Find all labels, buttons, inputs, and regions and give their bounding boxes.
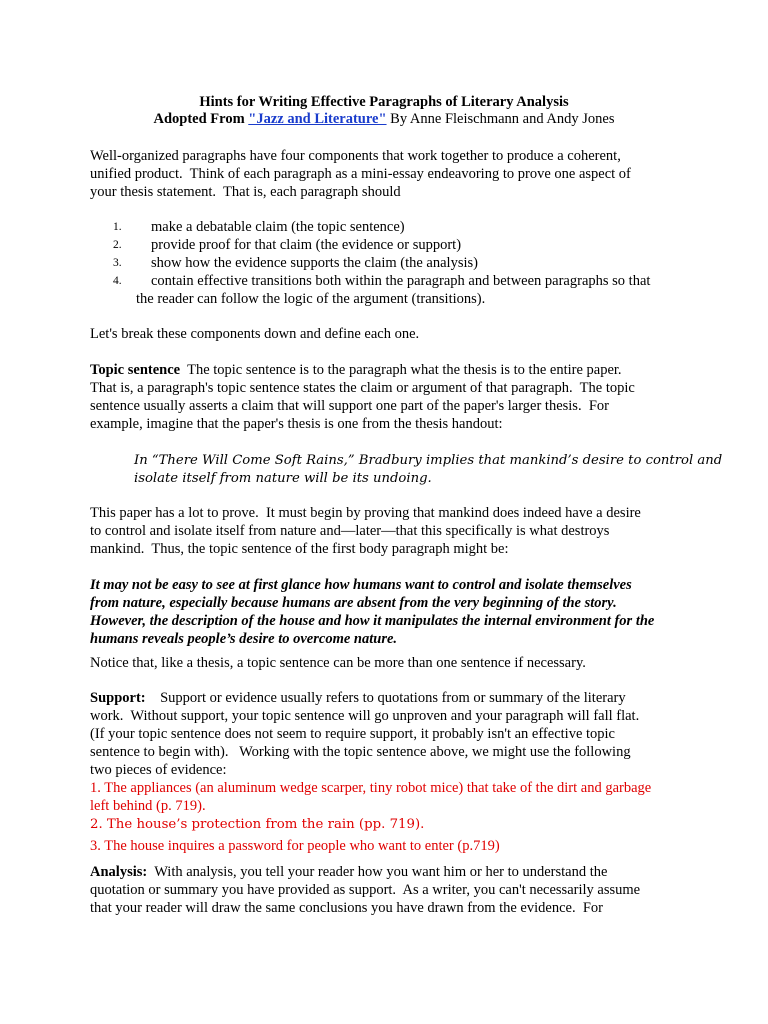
list-item-number: 1.	[113, 221, 122, 233]
jazz-literature-link[interactable]: "Jazz and Literature"	[248, 111, 387, 127]
support-line-2: work. Without support, your topic sentence will go unproven and your paragraph will fall flat.	[90, 708, 640, 724]
analysis-line-1	[90, 864, 690, 882]
list-item-number: 4.	[113, 275, 122, 287]
prove-line-1: This paper has a lot to prove. It must begin by proving that mankind does indeed have a desire	[90, 505, 641, 521]
support-line-5: two pieces of evidence:	[90, 762, 227, 778]
example-topic-line-2: from nature, especially because humans are absent from the very beginning of the story.	[90, 595, 617, 611]
evidence-item: 1. The appliances (an aluminum wedge scarper, tiny robot mice) that take of the dirt and garbage	[90, 780, 652, 796]
list-item-number: 2.	[113, 239, 122, 251]
list-item-text: show how the evidence supports the claim (the analysis)	[151, 255, 478, 271]
topic-heading: Topic sentence	[90, 362, 181, 378]
support-line-3: (If your topic sentence does not seem to require support, it probably isn't an effective topic	[90, 726, 615, 742]
evidence-item-continuation: left behind (p. 719).	[90, 798, 206, 814]
list-item-continuation: the reader can follow the logic of the argument (transitions).	[136, 291, 486, 307]
thesis-quote-line-2: isolate itself from nature will be its undoing.	[134, 471, 432, 486]
adopted-prefix: Adopted From	[153, 111, 249, 127]
analysis-line-3: that your reader will draw the same conclusions you have drawn from the evidence. For	[90, 900, 603, 916]
document-attribution	[0, 111, 768, 128]
topic-line-2: That is, a paragraph's topic sentence states the claim or argument of that paragraph. The topic	[90, 380, 635, 396]
prove-line-3: mankind. Thus, the topic sentence of the first body paragraph might be:	[90, 541, 509, 557]
list-item-text: provide proof for that claim (the evidence or support)	[151, 237, 462, 253]
analysis-line-2: quotation or summary you have provided as support. As a writer, you can't necessarily assume	[90, 882, 641, 898]
list-item-number: 3.	[113, 257, 122, 269]
intro-line-2: unified product. Think of each paragraph as a mini-essay endeavoring to prove one aspect of	[90, 166, 631, 182]
breakdown-text: Let's break these components down and define each one.	[90, 326, 420, 342]
example-topic-line-4: humans reveals people’s desire to overcome nature.	[90, 631, 398, 647]
notice-text: Notice that, like a thesis, a topic sentence can be more than one sentence if necessary.	[90, 655, 586, 671]
analysis-heading: Analysis:	[90, 864, 148, 880]
support-line-1	[90, 690, 690, 708]
topic-line-3: sentence usually asserts a claim that will support one part of the paper's larger thesis. For	[90, 398, 609, 414]
topic-line-4: example, imagine that the paper's thesis is one from the thesis handout:	[90, 416, 503, 432]
example-topic-line-1: It may not be easy to see at first glance how humans want to control and isolate themselves	[90, 577, 632, 593]
support-line-1-text: Support or evidence usually refers to quotations from or summary of the literary	[145, 690, 626, 706]
support-line-4: sentence to begin with). Working with the topic sentence above, we might use the following	[90, 744, 631, 760]
thesis-quote-line-1: In “There Will Come Soft Rains,” Bradbury implies that mankind’s desire to control and	[134, 453, 723, 468]
evidence-item: 3. The house inquires a password for people who want to enter (p.719)	[90, 838, 500, 854]
authors-text: By Anne Fleischmann and Andy Jones	[386, 111, 615, 127]
topic-line-1	[90, 362, 690, 380]
support-heading: Support:	[90, 690, 146, 706]
list-item-text: contain effective transitions both within the paragraph and between paragraphs so that	[151, 273, 651, 289]
intro-line-1: Well-organized paragraphs have four components that work together to produce a coherent,	[90, 148, 621, 164]
list-item-text: make a debatable claim (the topic sentence)	[151, 219, 405, 235]
intro-line-3: your thesis statement. That is, each paragraph should	[90, 184, 401, 200]
evidence-item: 2. The house’s protection from the rain (pp. 719).	[90, 817, 425, 832]
example-topic-line-3: However, the description of the house and how it manipulates the internal environment for the	[90, 613, 655, 629]
prove-line-2: to control and isolate itself from nature and—later—that this specifically is what destroys	[90, 523, 610, 539]
document-title: Hints for Writing Effective Paragraphs of Literary Analysis	[199, 94, 569, 110]
topic-line-1-text: The topic sentence is to the paragraph what the thesis is to the entire paper.	[180, 362, 622, 378]
analysis-line-1-text: With analysis, you tell your reader how you want him or her to understand the	[147, 864, 608, 880]
